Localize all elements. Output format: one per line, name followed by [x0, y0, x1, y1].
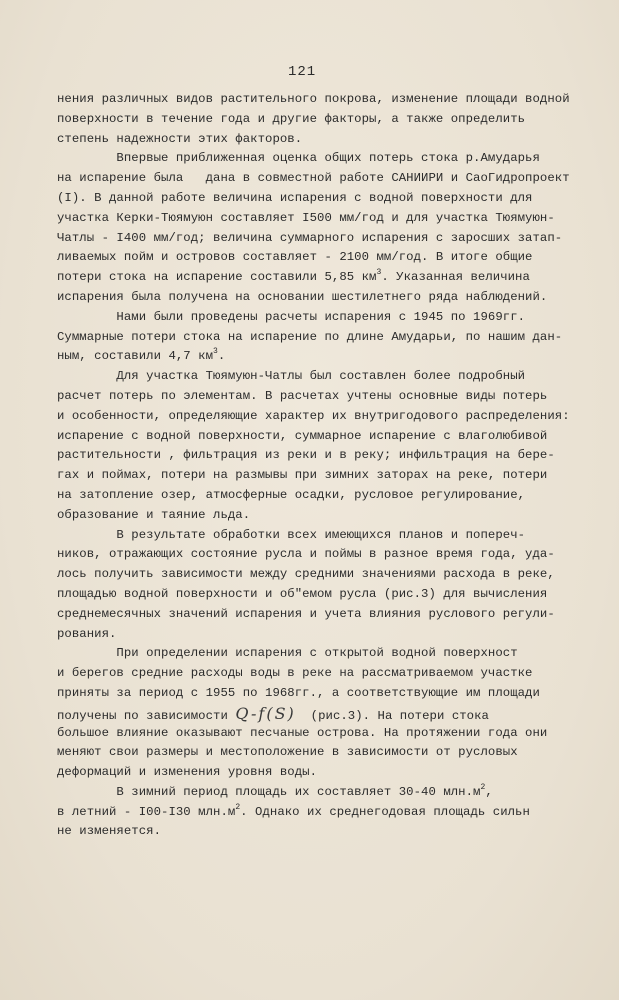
- text-line-main: испарения была получена на основании шестилетнего ряда наблюдений.: [57, 289, 548, 304]
- text-line: [57, 605, 557, 625]
- text-line: [57, 724, 557, 744]
- text-line: [57, 308, 557, 328]
- text-line-main: деформаций и изменения уровня воды.: [57, 765, 318, 780]
- text-line: [57, 565, 557, 585]
- superscript: 3: [213, 347, 218, 357]
- text-line-main: При определении испарения с открытой водной поверхност: [57, 646, 518, 661]
- text-line: [57, 407, 570, 427]
- text-line-main: ников, отражающих состояние русла и поймы в разное время года, уда-: [57, 547, 555, 562]
- text-line-main: рования.: [57, 626, 117, 641]
- handwritten-formula: Q-f(S): [235, 703, 296, 723]
- text-line-main: меняют свои размеры и местоположение в зависимости от русловых: [57, 745, 518, 760]
- text-line: [57, 130, 557, 150]
- text-line-main: В зимний период площадь их составляет 30-40 млн.м: [57, 784, 481, 799]
- text-line: [57, 526, 557, 546]
- text-line-main: В результате обработки всех имеющихся планов и попереч-: [57, 527, 526, 542]
- text-line-main: приняты за период с 1955 по 1968гг., а соответствующие им площади: [57, 685, 540, 700]
- text-line-main: Нами были проведены расчеты испарения с 1945 по 1969гг.: [57, 309, 526, 324]
- text-line: [57, 506, 557, 526]
- text-line-main: степень надежности этих факторов.: [57, 131, 303, 146]
- text-line: [57, 189, 557, 209]
- text-line-tail: (рис.3). На потери стока: [295, 708, 489, 723]
- text-line: [57, 288, 557, 308]
- text-line-tail: ,: [485, 784, 493, 799]
- text-line-main: на испарение была дана в совместной работе САНИИРИ и СаоГидропроект: [57, 171, 570, 186]
- text-line: [57, 466, 557, 486]
- text-line-main: большое влияние оказывают песчаные острова. На протяжении года они: [57, 725, 548, 740]
- text-line: [57, 644, 557, 664]
- text-line: [57, 743, 557, 763]
- text-line: [57, 704, 557, 724]
- text-line-main: не изменяется.: [57, 824, 162, 839]
- text-line: [57, 486, 557, 506]
- text-line: [57, 625, 557, 645]
- superscript: 2: [235, 802, 241, 812]
- text-line-main: ным, составили 4,7 км: [57, 349, 214, 364]
- text-line-main: испарение с водной поверхности, суммарное испарение с влаголюбивой: [57, 428, 548, 443]
- text-line-main: на затопление озер, атмосферные осадки, русловое регулирование,: [57, 487, 526, 502]
- text-line: [57, 822, 557, 842]
- text-line-main: образование и таяние льда.: [57, 507, 251, 522]
- text-line-main: получены по зависимости: [57, 708, 236, 723]
- text-line: [57, 169, 570, 189]
- text-line-main: поверхности в течение года и другие факторы, а также определить: [57, 111, 526, 126]
- text-line: [57, 209, 557, 229]
- superscript: 3: [376, 268, 382, 278]
- text-line-main: растительности , фильтрация из реки и в реку; инфильтрация на бере-: [57, 448, 555, 463]
- document-body: [57, 90, 570, 842]
- text-line-main: Впервые приближенная оценка общих потерь стока р.Амударья: [57, 151, 540, 166]
- page-number: 121: [288, 64, 317, 80]
- text-line: [57, 427, 557, 447]
- text-line-main: Чатлы - I400 мм/год; величина суммарного испарения с заросших затап-: [57, 230, 563, 245]
- text-line: [57, 268, 557, 288]
- text-line-main: участка Керки-Тюямуюн составляет I500 мм/год и для участка Тюямуюн-: [57, 210, 555, 225]
- text-line: [57, 110, 557, 130]
- text-line-main: ливаемых пойм и островов составляет - 2100 мм/год. В итоге общие: [57, 250, 533, 265]
- text-line: [57, 229, 563, 249]
- superscript: 2: [480, 782, 486, 792]
- text-line: [57, 90, 570, 110]
- text-line: [57, 149, 557, 169]
- text-line: [57, 545, 557, 565]
- text-line: [57, 585, 557, 605]
- text-line-main: потери стока на испарение составили 5,85 км: [57, 270, 377, 285]
- text-line-main: нения различных видов растительного покрова, изменение площади водной: [57, 92, 570, 106]
- text-line: [57, 367, 557, 387]
- text-line: [57, 347, 557, 367]
- text-line: [57, 248, 557, 268]
- text-line-tail: .: [217, 349, 226, 364]
- text-line: [57, 783, 557, 803]
- text-line-main: расчет потерь по элементам. В расчетах учтены основные виды потерь: [57, 388, 548, 403]
- text-line-main: площадью водной поверхности и об"емом русла (рис.3) для вычисления: [57, 586, 548, 601]
- text-line-tail: . Указанная величина: [381, 270, 530, 285]
- text-line-tail: . Однако их среднегодовая площадь сильн: [240, 804, 530, 819]
- text-line: [57, 664, 557, 684]
- text-line-main: и берегов средние расходы воды в реке на рассматриваемом участке: [57, 666, 533, 681]
- text-line-main: среднемесячных значений испарения и учета влияния руслового регули-: [57, 606, 555, 621]
- text-line: [57, 684, 557, 704]
- text-line: [57, 328, 563, 348]
- text-line-main: Суммарные потери стока на испарение по длине Амударьи, по нашим дан-: [57, 329, 563, 344]
- text-line-main: и особенности, определяющие характер их внутригодового распределения:: [57, 408, 570, 423]
- text-line-main: Для участка Тюямуюн-Чатлы был составлен более подробный: [57, 369, 526, 384]
- text-line-main: гах и поймах, потери на размывы при зимних заторах на реке, потери: [57, 468, 548, 483]
- text-line: [57, 763, 557, 783]
- text-line-main: лось получить зависимости между средними значениями расхода в реке,: [57, 567, 555, 582]
- text-line: [57, 387, 557, 407]
- text-line: [57, 446, 557, 466]
- text-line: [57, 803, 557, 823]
- text-line-main: в летний - I00-I30 млн.м: [57, 804, 236, 819]
- text-line-main: (I). В данной работе величина испарения с водной поверхности для: [57, 190, 533, 205]
